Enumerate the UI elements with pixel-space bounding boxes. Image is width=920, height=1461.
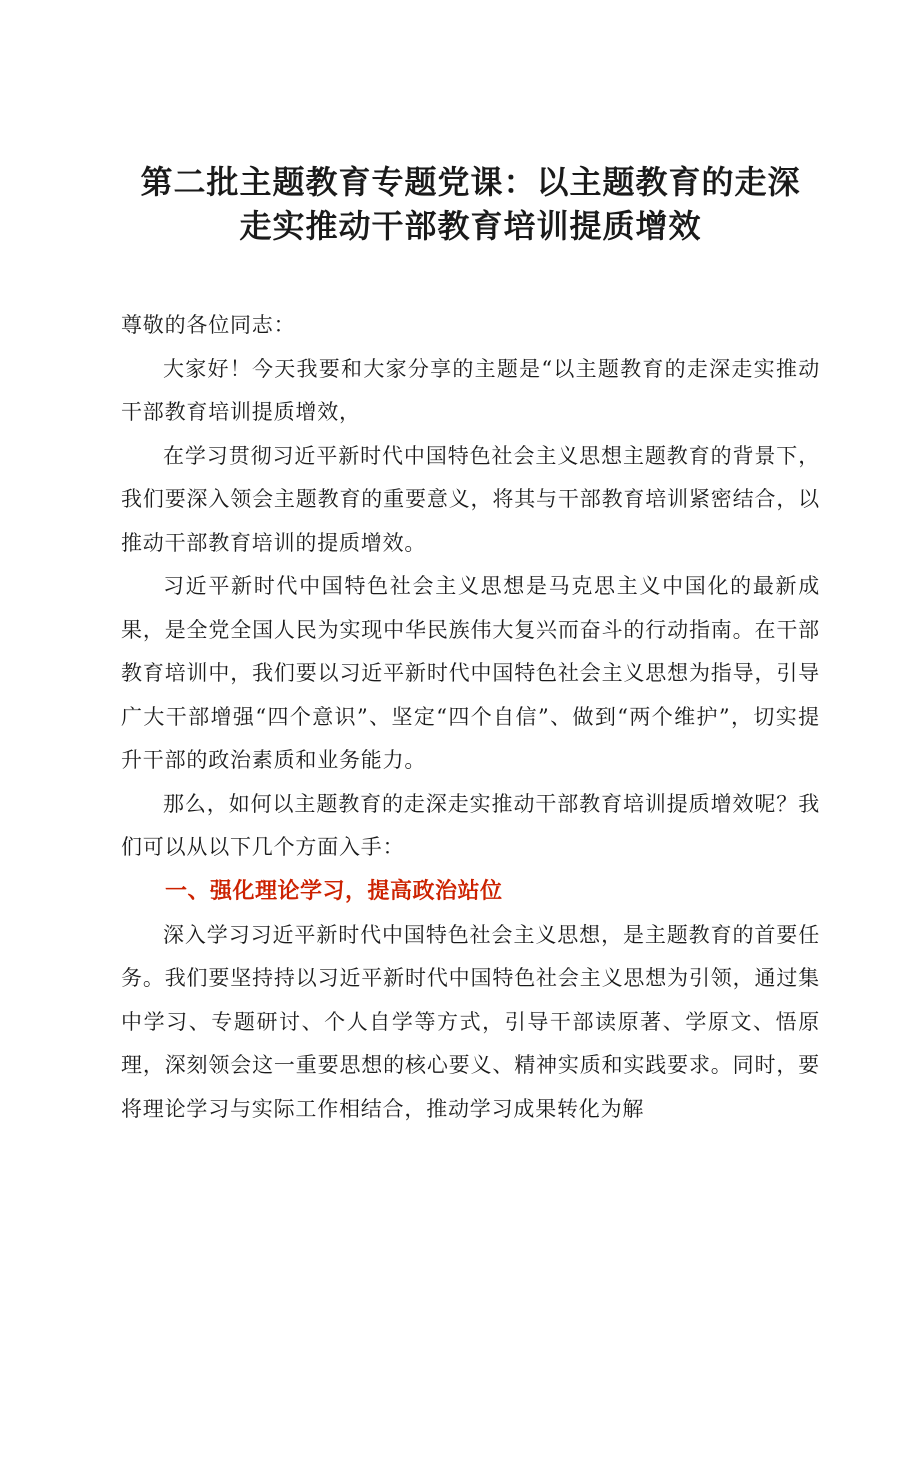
document-body: [121, 304, 820, 1131]
title-line-1: 第二批主题教育专题党课：以主题教育的走深: [140, 163, 801, 201]
paragraph-guiding-thought: 习近平新时代中国特色社会主义思想是马克思主义中国化的最新成果，是全党全国人民为实现中华民族伟大复兴而奋斗的行动指南。在干部教育培训中，我们要以习近平新时代中国特色社会主义思想为指导，引导广大干部增强“四个意识”、坚定“四个自信”、做到“两个维护”，切实提升干部的政治素质和业务能力。: [121, 574, 820, 772]
title-line-2: 走实推动干部教育培训提质增效: [239, 207, 702, 245]
paragraph-background: 在学习贯彻习近平新时代中国特色社会主义思想主题教育的背景下，我们要深入领会主题教育的重要意义，将其与干部教育培训紧密结合，以推动干部教育培训的提质增效。: [121, 443, 820, 555]
paragraph-section-one: 深入学习习近平新时代中国特色社会主义思想，是主题教育的首要任务。我们要坚持持以习近平新时代中国特色社会主义思想为引领，通过集中学习、专题研讨、个人自学等方式，引导干部读原著、学原文、悟原理，深刻领会这一重要思想的核心要义、精神实质和实践要求。同时，要将理论学习与实际工作相结合，推动学习成果转化为解: [121, 922, 820, 1121]
section-heading: 一、强化理论学习，提高政治站位: [165, 878, 503, 904]
paragraph-question: 那么，如何以主题教育的走深走实推动干部教育培训提质增效呢？我们可以从以下几个方面入手：: [121, 791, 820, 859]
document-title: [121, 160, 820, 248]
salutation: 尊敬的各位同志：: [121, 313, 296, 337]
paragraph-greeting: 大家好！今天我要和大家分享的主题是“以主题教育的走深走实推动干部教育培训提质增效，: [121, 356, 820, 424]
document-page: [0, 160, 920, 1461]
